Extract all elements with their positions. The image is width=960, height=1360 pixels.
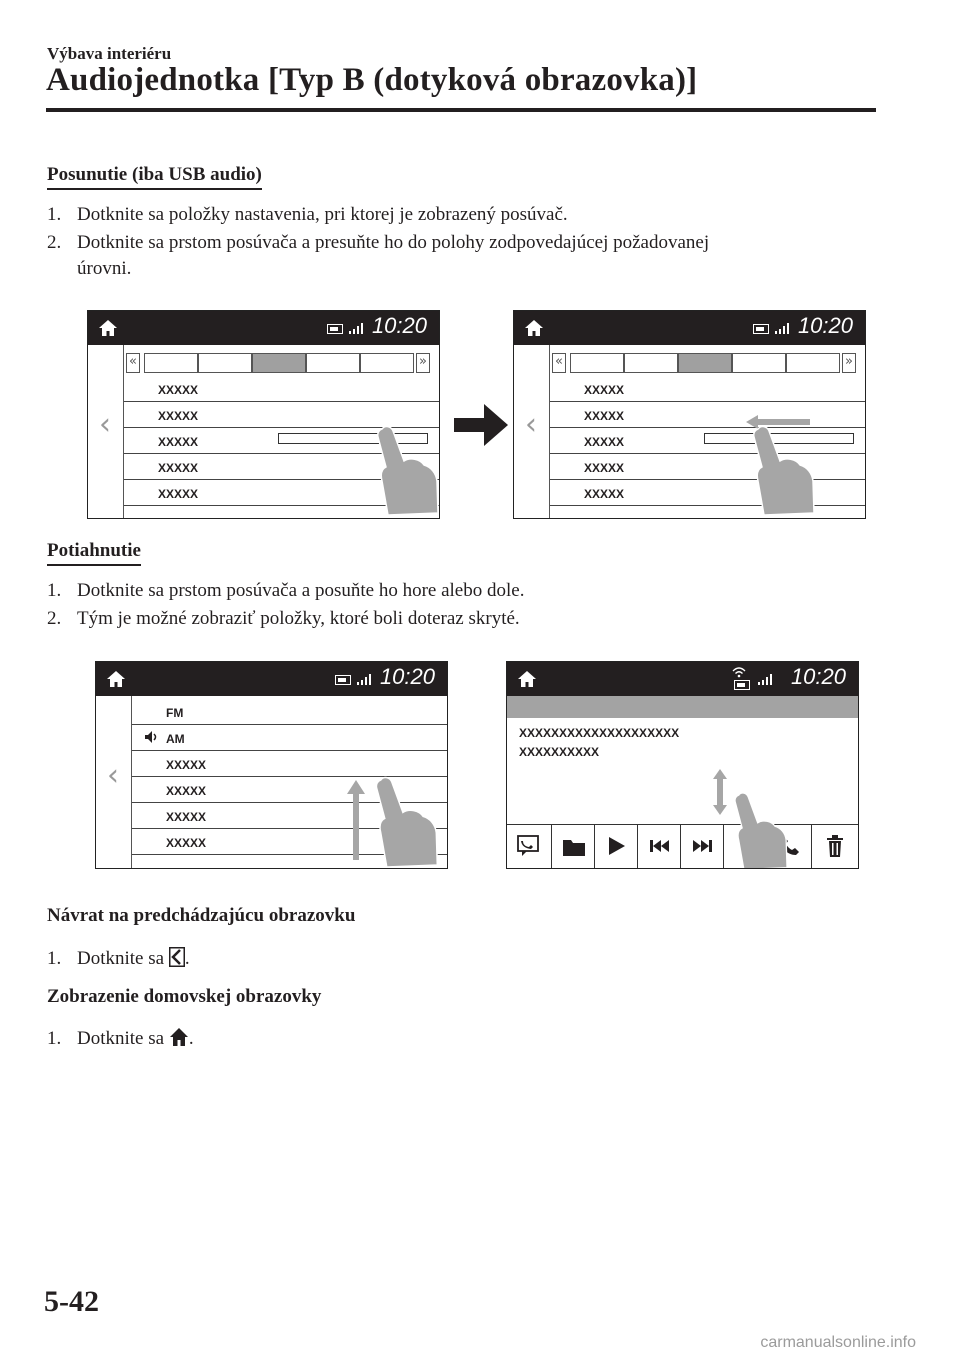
list-item-label: XXXXX [584, 435, 625, 449]
playlist-button[interactable] [507, 825, 552, 868]
period: . [184, 948, 190, 969]
home-icon[interactable] [524, 318, 544, 338]
list-item-label: XXXXX [158, 383, 199, 397]
status-bar [88, 311, 439, 345]
play-icon [609, 837, 625, 855]
left-column [514, 345, 550, 518]
battery-icon [335, 675, 351, 685]
status-bar [507, 662, 858, 696]
signal-icon [758, 673, 774, 685]
tab[interactable] [786, 353, 840, 373]
home-icon[interactable] [106, 669, 126, 689]
clock: 10:20 [379, 664, 435, 689]
heading-home: Zobrazenie domovskej obrazovky [47, 986, 322, 1007]
left-column [96, 696, 132, 868]
clock: 10:20 [797, 313, 853, 338]
tab-bar [126, 353, 433, 373]
list-item-label: XXXXX [158, 461, 199, 475]
list-item-label: FM [166, 706, 184, 720]
list-item-label: XXXXX [584, 409, 625, 423]
tab-prev-icon[interactable]: « [552, 353, 566, 373]
signal-icon [357, 673, 373, 685]
tab[interactable] [144, 353, 198, 373]
clock: 10:20 [790, 664, 846, 689]
tab[interactable] [570, 353, 624, 373]
step-text: Dotknite sa položky nastavenia, pri ktorej je zobrazený posúvač. [77, 204, 568, 225]
drag-step-1 [47, 578, 524, 604]
drag-up-arrow-icon [346, 780, 366, 860]
watermark: carmanualsonline.info [760, 1334, 916, 1351]
list-item-label: XXXXX [584, 461, 625, 475]
period: . [188, 1028, 194, 1049]
back-chevron-icon[interactable]: ‹ [99, 407, 111, 442]
battery-icon [327, 324, 343, 334]
list-item-label: XXXXX [158, 435, 199, 449]
track-info-bar [507, 696, 858, 718]
folder-button[interactable] [552, 825, 595, 868]
screen-radio-list [95, 661, 448, 869]
screen-player [506, 661, 859, 869]
home-step-1 [47, 1026, 194, 1052]
list-item-label: AM [166, 732, 185, 746]
wireless-icon [732, 666, 746, 678]
scroll-step-1 [47, 202, 568, 228]
step-text: Dotknite sa [77, 1028, 165, 1049]
delete-button[interactable] [812, 825, 858, 868]
step-number: 1. [47, 948, 62, 969]
list-item-label: XXXXX [166, 758, 207, 772]
next-button[interactable] [681, 825, 724, 868]
play-button[interactable] [595, 825, 638, 868]
page-title: Audiojednotka [Typ B (dotyková obrazovka)] [46, 62, 698, 98]
finger-icon [374, 423, 440, 518]
list-item[interactable] [132, 750, 447, 777]
list-item[interactable] [550, 375, 865, 402]
list-item[interactable] [132, 724, 447, 751]
list-item-label: XXXXX [166, 784, 207, 798]
left-column [88, 345, 124, 518]
status-bar [96, 662, 447, 696]
step-text: Dotknite sa prstom posúvača a posuňte ho hore alebo dole. [77, 580, 525, 601]
tab-selected[interactable] [678, 353, 732, 373]
home-icon[interactable] [98, 318, 118, 338]
step-number: 1. [47, 580, 62, 601]
step-number: 1. [47, 1028, 62, 1049]
battery-icon [753, 324, 769, 334]
signal-icon [349, 322, 365, 334]
list-item[interactable] [124, 375, 439, 402]
clock: 10:20 [371, 313, 427, 338]
back-chevron-icon [169, 947, 185, 967]
signal-icon [775, 322, 791, 334]
home-icon [169, 1027, 189, 1047]
back-chevron-icon[interactable]: ‹ [107, 758, 119, 793]
arrow-right-icon [454, 400, 510, 450]
tab[interactable] [360, 353, 414, 373]
next-icon [693, 840, 713, 852]
page-number: 5-42 [44, 1285, 99, 1318]
screen-slider-before [87, 310, 440, 519]
drag-updown-arrow-icon [712, 769, 728, 815]
track-title: XXXXXXXXXXXXXXXXXXXX [519, 726, 680, 740]
heading-scroll: Posunutie (iba USB audio) [47, 164, 262, 190]
tab[interactable] [198, 353, 252, 373]
track-artist: XXXXXXXXXX [519, 745, 600, 759]
title-rule [46, 108, 876, 112]
step-text: Dotknite sa [77, 948, 165, 969]
list-item[interactable] [132, 698, 447, 725]
heading-drag: Potiahnutie [47, 540, 141, 566]
step-number: 2. [47, 608, 62, 629]
step-text: Dotknite sa prstom posúvača a presuňte ho do polohy zodpovedajúcej požadovanej [77, 232, 710, 253]
trash-icon [827, 835, 843, 857]
list-item-label: XXXXX [166, 836, 207, 850]
folder-icon [563, 838, 585, 856]
step-number: 2. [47, 232, 62, 253]
finger-icon [731, 790, 793, 869]
step-number: 1. [47, 204, 62, 225]
speaker-icon [144, 730, 158, 744]
step-text-cont: úrovni. [77, 258, 132, 279]
battery-icon [734, 680, 750, 690]
list-icon [517, 835, 541, 857]
list-item-label: XXXXX [584, 383, 625, 397]
step-text: Tým je možné zobraziť položky, ktoré boli doteraz skryté. [77, 608, 520, 629]
tab-next-icon[interactable]: » [416, 353, 430, 373]
finger-icon [372, 774, 444, 869]
previous-button[interactable] [638, 825, 681, 868]
back-step-1 [47, 946, 190, 972]
home-icon[interactable] [517, 669, 537, 689]
list-item-label: XXXXX [158, 409, 199, 423]
status-bar [514, 311, 865, 345]
tab-prev-icon[interactable]: « [126, 353, 140, 373]
list-item-label: XXXXX [158, 487, 199, 501]
drag-step-2 [47, 606, 520, 632]
tab-next-icon[interactable]: » [842, 353, 856, 373]
section-label: Výbava interiéru [47, 44, 172, 63]
back-chevron-icon[interactable]: ‹ [525, 407, 537, 442]
scroll-step-2 [47, 230, 709, 282]
tab[interactable] [624, 353, 678, 373]
previous-icon [650, 840, 670, 852]
tab[interactable] [306, 353, 360, 373]
tab-selected[interactable] [252, 353, 306, 373]
control-bar [507, 824, 858, 868]
finger-icon [750, 423, 820, 518]
list-item-label: XXXXX [584, 487, 625, 501]
tab[interactable] [732, 353, 786, 373]
tab-bar [552, 353, 859, 373]
heading-back: Návrat na predchádzajúcu obrazovku [47, 905, 356, 926]
list-item-label: XXXXX [166, 810, 207, 824]
screen-slider-after [513, 310, 866, 519]
